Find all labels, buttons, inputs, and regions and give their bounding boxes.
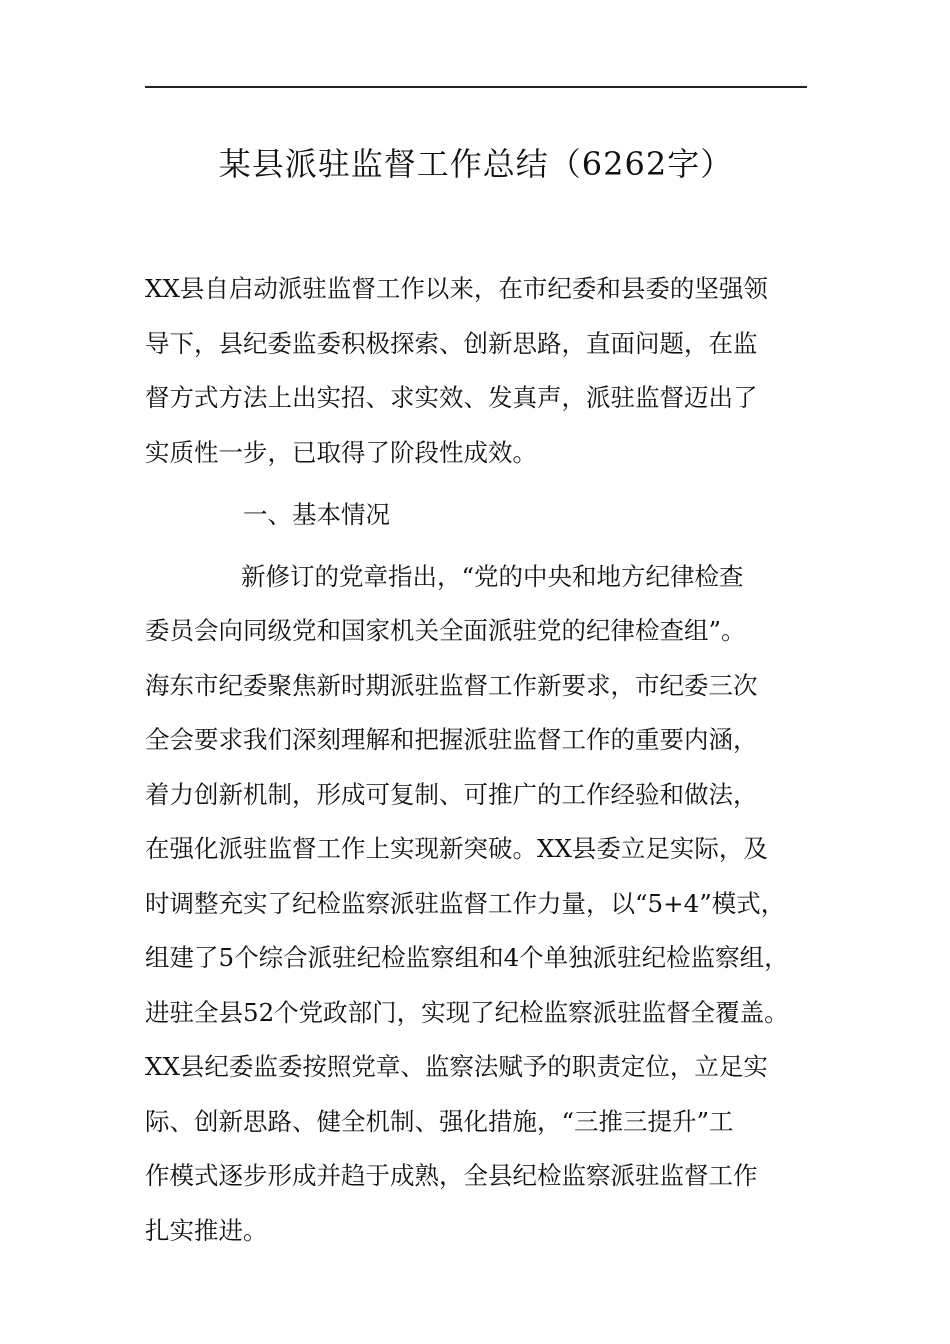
text-line: 新修订的党章指出，“党的中央和地方纪律检查 [241,561,744,591]
text-line: 扎实推进。 [145,1215,268,1245]
intro-paragraph [145,266,835,492]
text-line: 实质性一步，已取得了阶段性成效。 [145,437,537,467]
text-line: 着力创新机制，形成可复制、可推广的工作经验和做法， [145,779,758,809]
text-line: 进驻全县52个党政部门，实现了纪检监察派驻监督全覆盖。 [145,997,789,1027]
text-line: 海东市纪委聚焦新时期派驻监督工作新要求，市纪委三次 [145,670,758,700]
text-line: 际、创新思路、健全机制、强化措施，“三推三提升”工 [145,1106,734,1136]
text-line: 组建了5个综合派驻纪检监察组和4个单独派驻纪检监察组， [145,943,789,972]
text-line: 在强化派驻监督工作上实现新突破。XX县委立足实际，及 [145,834,768,863]
text-line: 导下，县纪委监委积极探索、创新思路，直面问题，在监 [145,328,758,358]
document-body [145,266,835,1262]
section-paragraph [145,554,835,1263]
header-rule [145,86,807,88]
text-line: XX县纪委监委按照党章、监察法赋予的职责定位，立足实 [145,1052,768,1081]
text-line: 作模式逐步形成并趋于成熟，全县纪检监察派驻监督工作 [145,1161,758,1190]
text-line: 全会要求我们深刻理解和把握派驻监督工作的重要内涵， [145,725,758,754]
text-line: XX县自启动派驻监督工作以来，在市纪委和县委的坚强领 [145,274,768,303]
section-heading: 一、基本情况 [243,499,390,529]
text-line: 时调整充实了纪检监察派驻监督工作力量，以“5+4”模式， [145,888,786,918]
text-line: 督方式方法上出实招、求实效、发真声，派驻监督迈出了 [145,383,758,412]
document-title: 某县派驻监督工作总结（6262字） [218,145,734,183]
text-line: 委员会向同级党和国家机关全面派驻党的纪律检查组”。 [145,616,746,645]
